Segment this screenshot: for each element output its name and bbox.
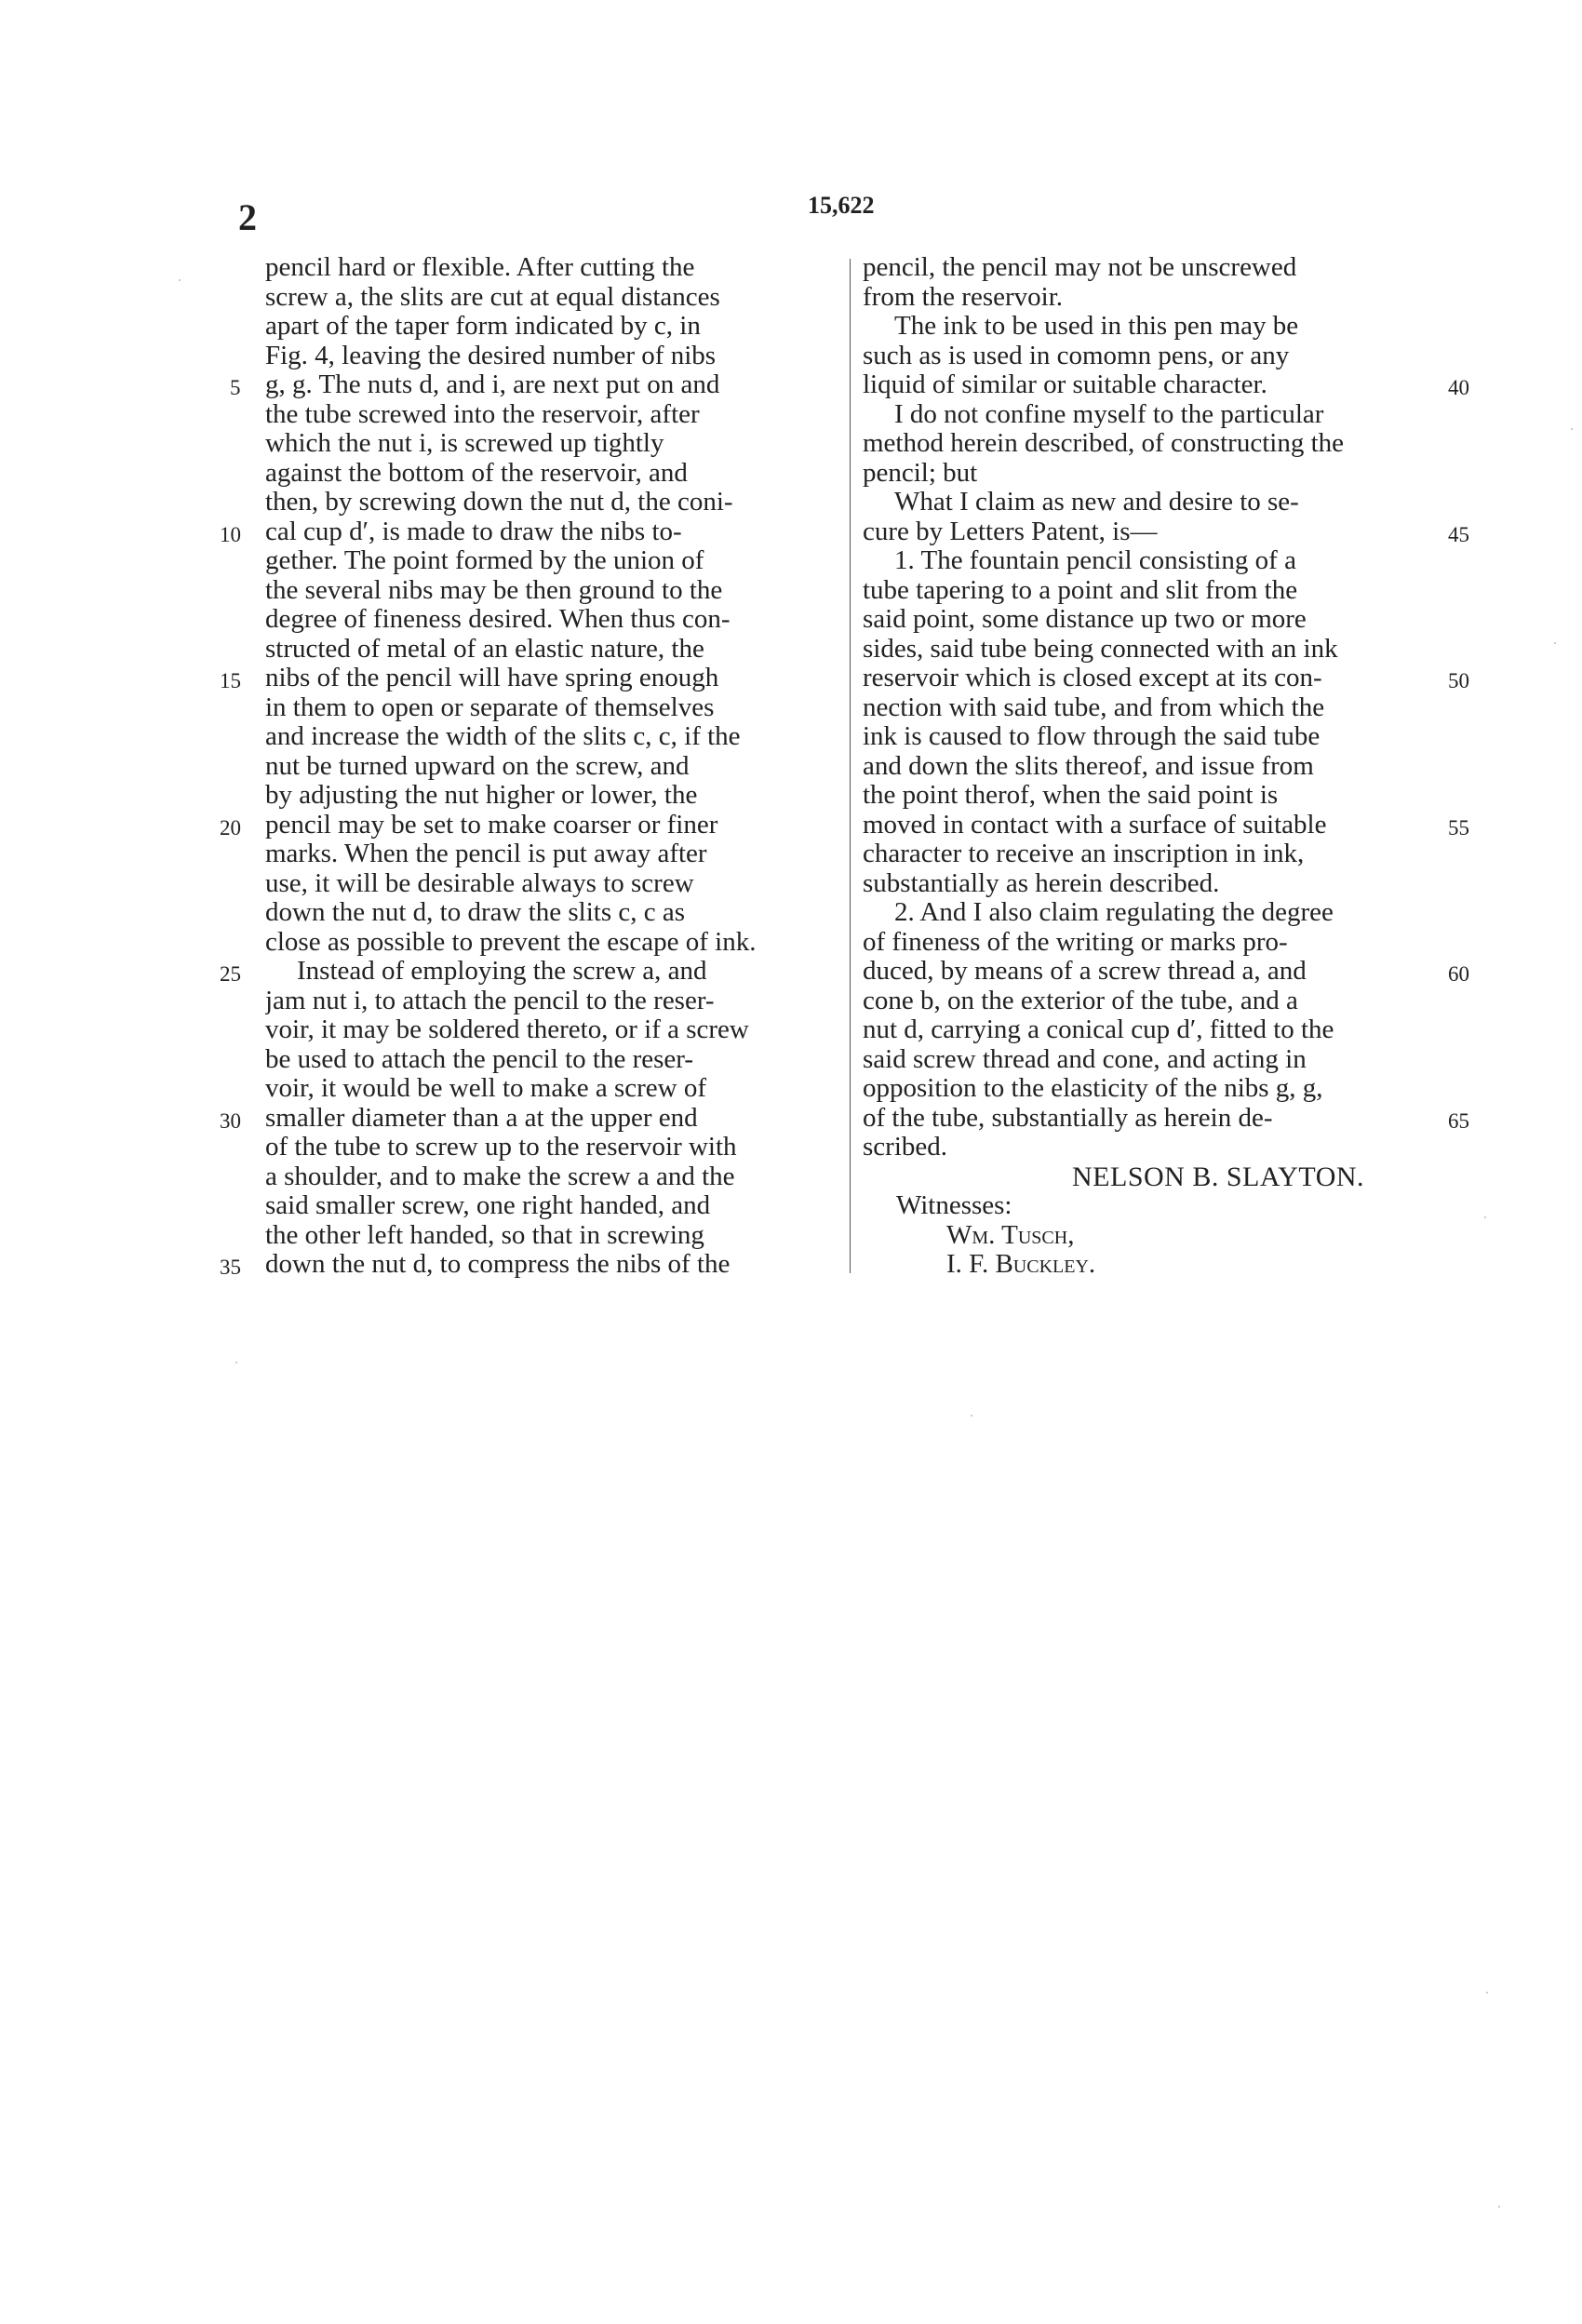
line-number: 50 bbox=[1448, 669, 1469, 692]
text-line: g, g. The nuts d, and i, are next put on and bbox=[265, 370, 720, 399]
text-line: the other left handed, so that in screwing bbox=[265, 1220, 704, 1250]
text-line: The ink to be used in this pen may be bbox=[894, 312, 1299, 341]
scan-speck bbox=[1498, 2206, 1500, 2208]
text-line: Fig. 4, leaving the desired number of nibs bbox=[265, 341, 717, 370]
text-line: structed of metal of an elastic nature, the bbox=[265, 634, 704, 664]
line-number: 20 bbox=[220, 816, 241, 840]
text-line: tube tapering to a point and slit from the bbox=[863, 575, 1298, 605]
text-line: What I claim as new and desire to se- bbox=[894, 488, 1299, 517]
patent-number: 15,622 bbox=[808, 192, 875, 219]
text-line: be used to attach the pencil to the reser- bbox=[265, 1044, 694, 1074]
text-line: gether. The point formed by the union of bbox=[265, 546, 704, 575]
text-line: the point therof, when the said point is bbox=[863, 781, 1279, 810]
scan-speck bbox=[235, 1362, 237, 1364]
text-line: voir, it may be soldered thereto, or if a screw bbox=[265, 1015, 749, 1044]
text-line: substantially as herein described. bbox=[863, 868, 1220, 898]
signature-name: NELSON B. SLAYTON. bbox=[1072, 1162, 1365, 1191]
text-line: I do not confine myself to the particular bbox=[894, 399, 1324, 429]
column-divider bbox=[850, 259, 851, 1273]
text-line: close as possible to prevent the escape of ink. bbox=[265, 927, 757, 957]
text-line: nection with said tube, and from which the bbox=[863, 692, 1325, 722]
text-line: pencil hard or flexible. After cutting the bbox=[265, 253, 695, 282]
text-line: method herein described, of constructing the bbox=[863, 429, 1345, 458]
text-line: the several nibs may be then ground to the bbox=[265, 575, 723, 605]
text-line: use, it will be desirable always to screw bbox=[265, 868, 694, 898]
text-line: which the nut i, is screwed up tightly bbox=[265, 429, 664, 458]
scan-speck bbox=[1571, 428, 1573, 430]
text-line: cure by Letters Patent, is— bbox=[863, 517, 1158, 546]
text-line: apart of the taper form indicated by c, in bbox=[265, 312, 701, 341]
text-line: nut be turned upward on the screw, and bbox=[265, 751, 690, 781]
text-line: then, by screwing down the nut d, the coni- bbox=[265, 488, 733, 517]
text-line: nibs of the pencil will have spring enough bbox=[265, 664, 719, 692]
text-line: said point, some distance up two or more bbox=[863, 605, 1307, 634]
text-line: down the nut d, to compress the nibs of the bbox=[265, 1250, 731, 1279]
line-number: 10 bbox=[220, 523, 241, 546]
line-number: 15 bbox=[220, 669, 241, 692]
line-number: 45 bbox=[1448, 523, 1469, 546]
left-column bbox=[265, 253, 838, 1280]
witness-name: I. F. Buckley. bbox=[946, 1250, 1096, 1279]
text-line: the tube screwed into the reservoir, after bbox=[265, 399, 700, 429]
line-number: 25 bbox=[220, 962, 241, 986]
text-line: character to receive an inscription in ink, bbox=[863, 840, 1305, 868]
text-line: of the tube to screw up to the reservoir with bbox=[265, 1133, 737, 1162]
text-line: said screw thread and cone, and acting in bbox=[863, 1044, 1307, 1074]
line-number: 40 bbox=[1448, 376, 1469, 399]
right-column bbox=[863, 253, 1437, 1280]
line-number: 65 bbox=[1448, 1109, 1469, 1133]
text-line: cal cup d′, is made to draw the nibs to- bbox=[265, 517, 682, 546]
text-line: screw a, the slits are cut at equal distances bbox=[265, 282, 720, 312]
text-line: down the nut d, to draw the slits c, c as bbox=[265, 898, 686, 927]
text-line: from the reservoir. bbox=[863, 282, 1064, 312]
scan-speck bbox=[179, 279, 181, 281]
text-line: of the tube, substantially as herein de- bbox=[863, 1103, 1273, 1133]
text-line: 1. The fountain pencil consisting of a bbox=[894, 546, 1296, 575]
line-number: 60 bbox=[1448, 962, 1469, 986]
text-line: pencil may be set to make coarser or finer bbox=[265, 810, 718, 840]
scan-speck bbox=[1486, 1992, 1488, 1994]
scan-speck bbox=[1554, 642, 1556, 644]
text-line: sides, said tube being connected with an ink bbox=[863, 634, 1338, 664]
text-line: degree of fineness desired. When thus con- bbox=[265, 605, 731, 634]
line-number: 5 bbox=[230, 376, 241, 399]
text-line: pencil; but bbox=[863, 458, 978, 488]
text-line: jam nut i, to attach the pencil to the reser- bbox=[265, 986, 715, 1015]
text-line: against the bottom of the reservoir, and bbox=[265, 458, 688, 488]
witnesses-label: Witnesses: bbox=[896, 1191, 1012, 1220]
text-line: of fineness of the writing or marks pro- bbox=[863, 927, 1288, 957]
text-line: nut d, carrying a conical cup d′, fitted to the bbox=[863, 1015, 1334, 1044]
text-line: marks. When the pencil is put away after bbox=[265, 840, 707, 868]
text-line: and down the slits thereof, and issue from bbox=[863, 751, 1314, 781]
text-line: by adjusting the nut higher or lower, the bbox=[265, 781, 698, 810]
text-line: ink is caused to flow through the said tube bbox=[863, 722, 1321, 751]
text-line: a shoulder, and to make the screw a and the bbox=[265, 1162, 735, 1191]
text-line: in them to open or separate of themselves bbox=[265, 692, 715, 722]
text-line: and increase the width of the slits c, c, if the bbox=[265, 722, 741, 751]
text-line: voir, it would be well to make a screw of bbox=[265, 1074, 706, 1103]
line-number: 30 bbox=[220, 1109, 241, 1133]
scan-speck bbox=[1484, 1216, 1486, 1218]
text-line: moved in contact with a surface of suitable bbox=[863, 810, 1327, 840]
text-line: smaller diameter than a at the upper end bbox=[265, 1103, 698, 1133]
text-line: Instead of employing the screw a, and bbox=[297, 957, 707, 986]
text-line: opposition to the elasticity of the nibs g, g, bbox=[863, 1074, 1323, 1103]
text-line: liquid of similar or suitable character. bbox=[863, 370, 1267, 399]
text-line: scribed. bbox=[863, 1133, 947, 1162]
text-line: said smaller screw, one right handed, and bbox=[265, 1191, 711, 1220]
text-line: reservoir which is closed except at its con- bbox=[863, 664, 1322, 692]
scan-speck bbox=[971, 1415, 972, 1417]
witness-name: Wm. Tusch, bbox=[946, 1220, 1075, 1250]
page-number: 2 bbox=[238, 196, 258, 238]
text-line: cone b, on the exterior of the tube, and a bbox=[863, 986, 1298, 1015]
line-number: 35 bbox=[220, 1256, 241, 1279]
line-number: 55 bbox=[1448, 816, 1469, 840]
text-line: such as is used in comomn pens, or any bbox=[863, 341, 1290, 370]
text-line: 2. And I also claim regulating the degree bbox=[894, 898, 1334, 927]
text-line: duced, by means of a screw thread a, and bbox=[863, 957, 1307, 986]
text-line: pencil, the pencil may not be unscrewed bbox=[863, 253, 1297, 282]
